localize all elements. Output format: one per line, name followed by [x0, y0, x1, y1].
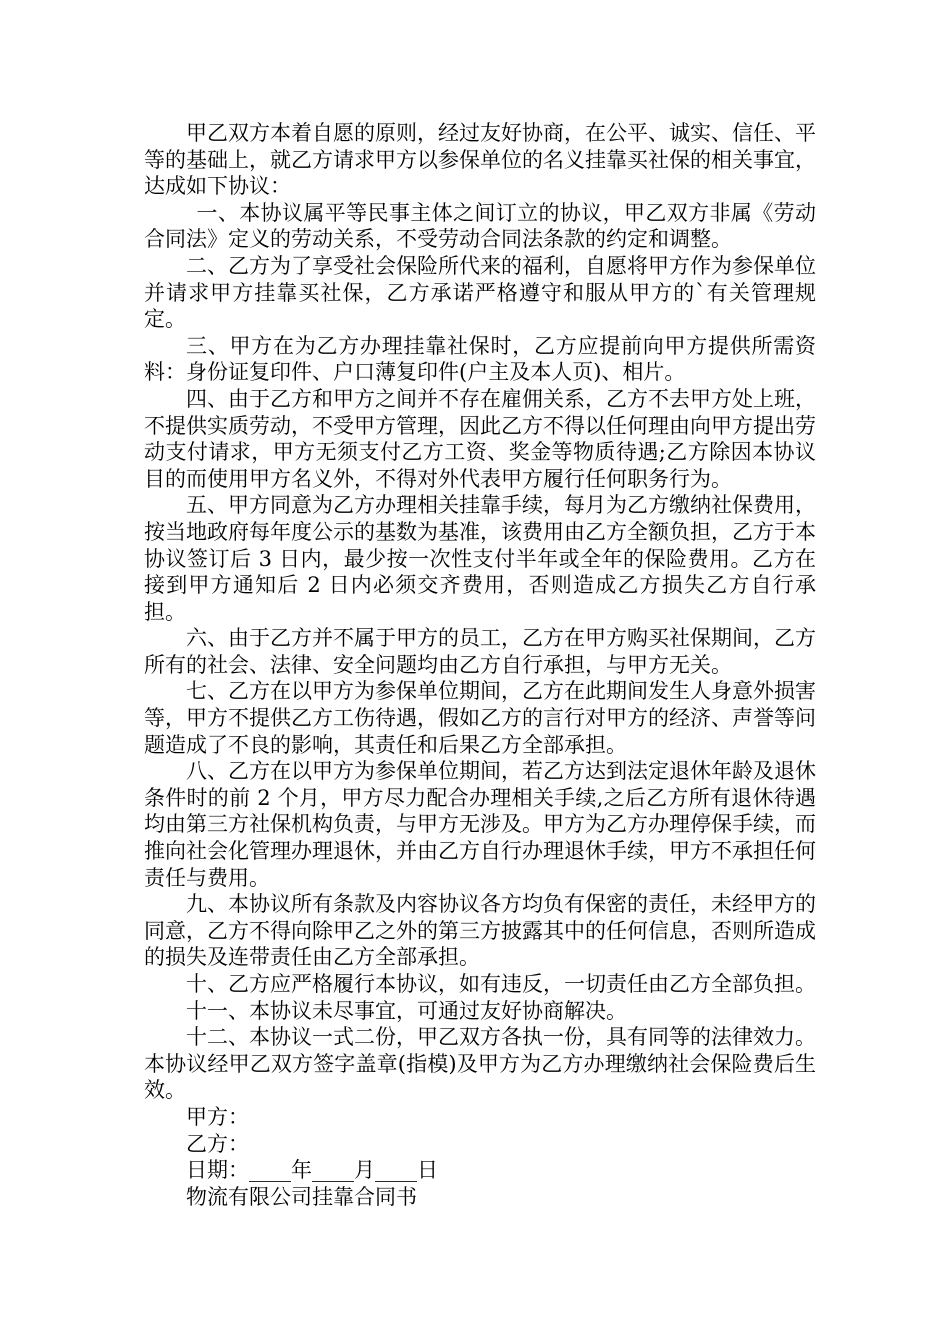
clause-1: 一、本协议属平等民事主体之间订立的协议，甲乙双方非属《劳动合同法》定义的劳动关系，不受劳动合同法条款的约定和调整。 — [144, 200, 816, 252]
party-b-signature-line: 乙方： — [186, 1131, 249, 1156]
intro-paragraph: 甲乙双方本着自愿的原则，经过友好协商，在公平、诚实、信任、平等的基础上，就乙方请求甲方以参保单位的名义挂靠买社保的相关事宜，达成如下协议： — [144, 121, 816, 199]
clause-11: 十一、本协议未尽事宜，可通过友好协商解决。 — [186, 998, 627, 1023]
clause-5: 五、甲方同意为乙方办理相关挂靠手续，每月为乙方缴纳社保费用，按当地政府每年度公示的基数为基准，该费用由乙方全额负担，乙方于本协议签订后 3 日内，最少按一次性支付半年或全年的保险费用。乙方在接到甲方通知后 2 日内必须交齐费用，否则造成乙方损失乙方自行承担。 — [144, 493, 816, 624]
clause-7: 七、乙方在以甲方为参保单位期间，乙方在此期间发生人身意外损害等，甲方不提供乙方工伤待遇，假如乙方的言行对甲方的经济、声誉等问题造成了不良的影响，其责任和后果乙方全部承担。 — [144, 679, 816, 757]
party-a-signature-line: 甲方： — [186, 1104, 249, 1129]
clause-9: 九、本协议所有条款及内容协议各方均负有保密的责任，未经甲方的同意，乙方不得向除甲乙之外的第三方披露其中的任何信息，否则所造成的损失及连带责任由乙方全部承担。 — [144, 892, 816, 970]
clause-6: 六、由于乙方并不属于甲方的员工，乙方在甲方购买社保期间，乙方所有的社会、法律、安全问题均由乙方自行承担，与甲方无关。 — [144, 626, 816, 677]
clause-2: 二、乙方为了享受社会保险所代来的福利，自愿将甲方作为参保单位并请求甲方挂靠买社保，乙方承诺严格遵守和服从甲方的`有关管理规定。 — [144, 253, 816, 332]
clause-10: 十、乙方应严格履行本协议，如有违反，一切责任由乙方全部负担。 — [186, 972, 816, 996]
date-line: 日期：____年____月____日 — [186, 1158, 438, 1183]
clause-4: 四、由于乙方和甲方之间并不存在雇佣关系，乙方不去甲方处上班，不提供实质劳动，不受甲方管理，因此乙方不得以任何理由向甲方提出劳动支付请求，甲方无须支付乙方工资、奖金等物质待遇;乙方除因本协议目的而使用甲方名义外，不得对外代表甲方履行任何职务行为。 — [144, 386, 816, 491]
clause-8: 八、乙方在以甲方为参保单位期间，若乙方达到法定退休年龄及退休条件时的前 2 个月，甲方尽力配合办理相关手续,之后乙方所有退休待遇均由第三方社保机构负责，与甲方无涉及。甲方为乙方办理停保手续，而推向社会化管理办理退休，并由乙方自行办理退休手续，甲方不承担任何责任与费用。 — [144, 759, 816, 890]
document-page — [144, 120, 816, 1210]
clause-12: 十二、本协议一式二份，甲乙双方各执一份，具有同等的法律效力。本协议经甲乙双方签字盖章(指模)及甲方为乙方办理缴纳社会保险费后生效。 — [144, 1025, 816, 1103]
footer-title: 物流有限公司挂靠合同书 — [186, 1184, 417, 1209]
clause-3: 三、甲方在为乙方办理挂靠社保时，乙方应提前向甲方提供所需资料：身份证复印件、户口薄复印件(户主及本人页)、相片。 — [144, 333, 816, 385]
